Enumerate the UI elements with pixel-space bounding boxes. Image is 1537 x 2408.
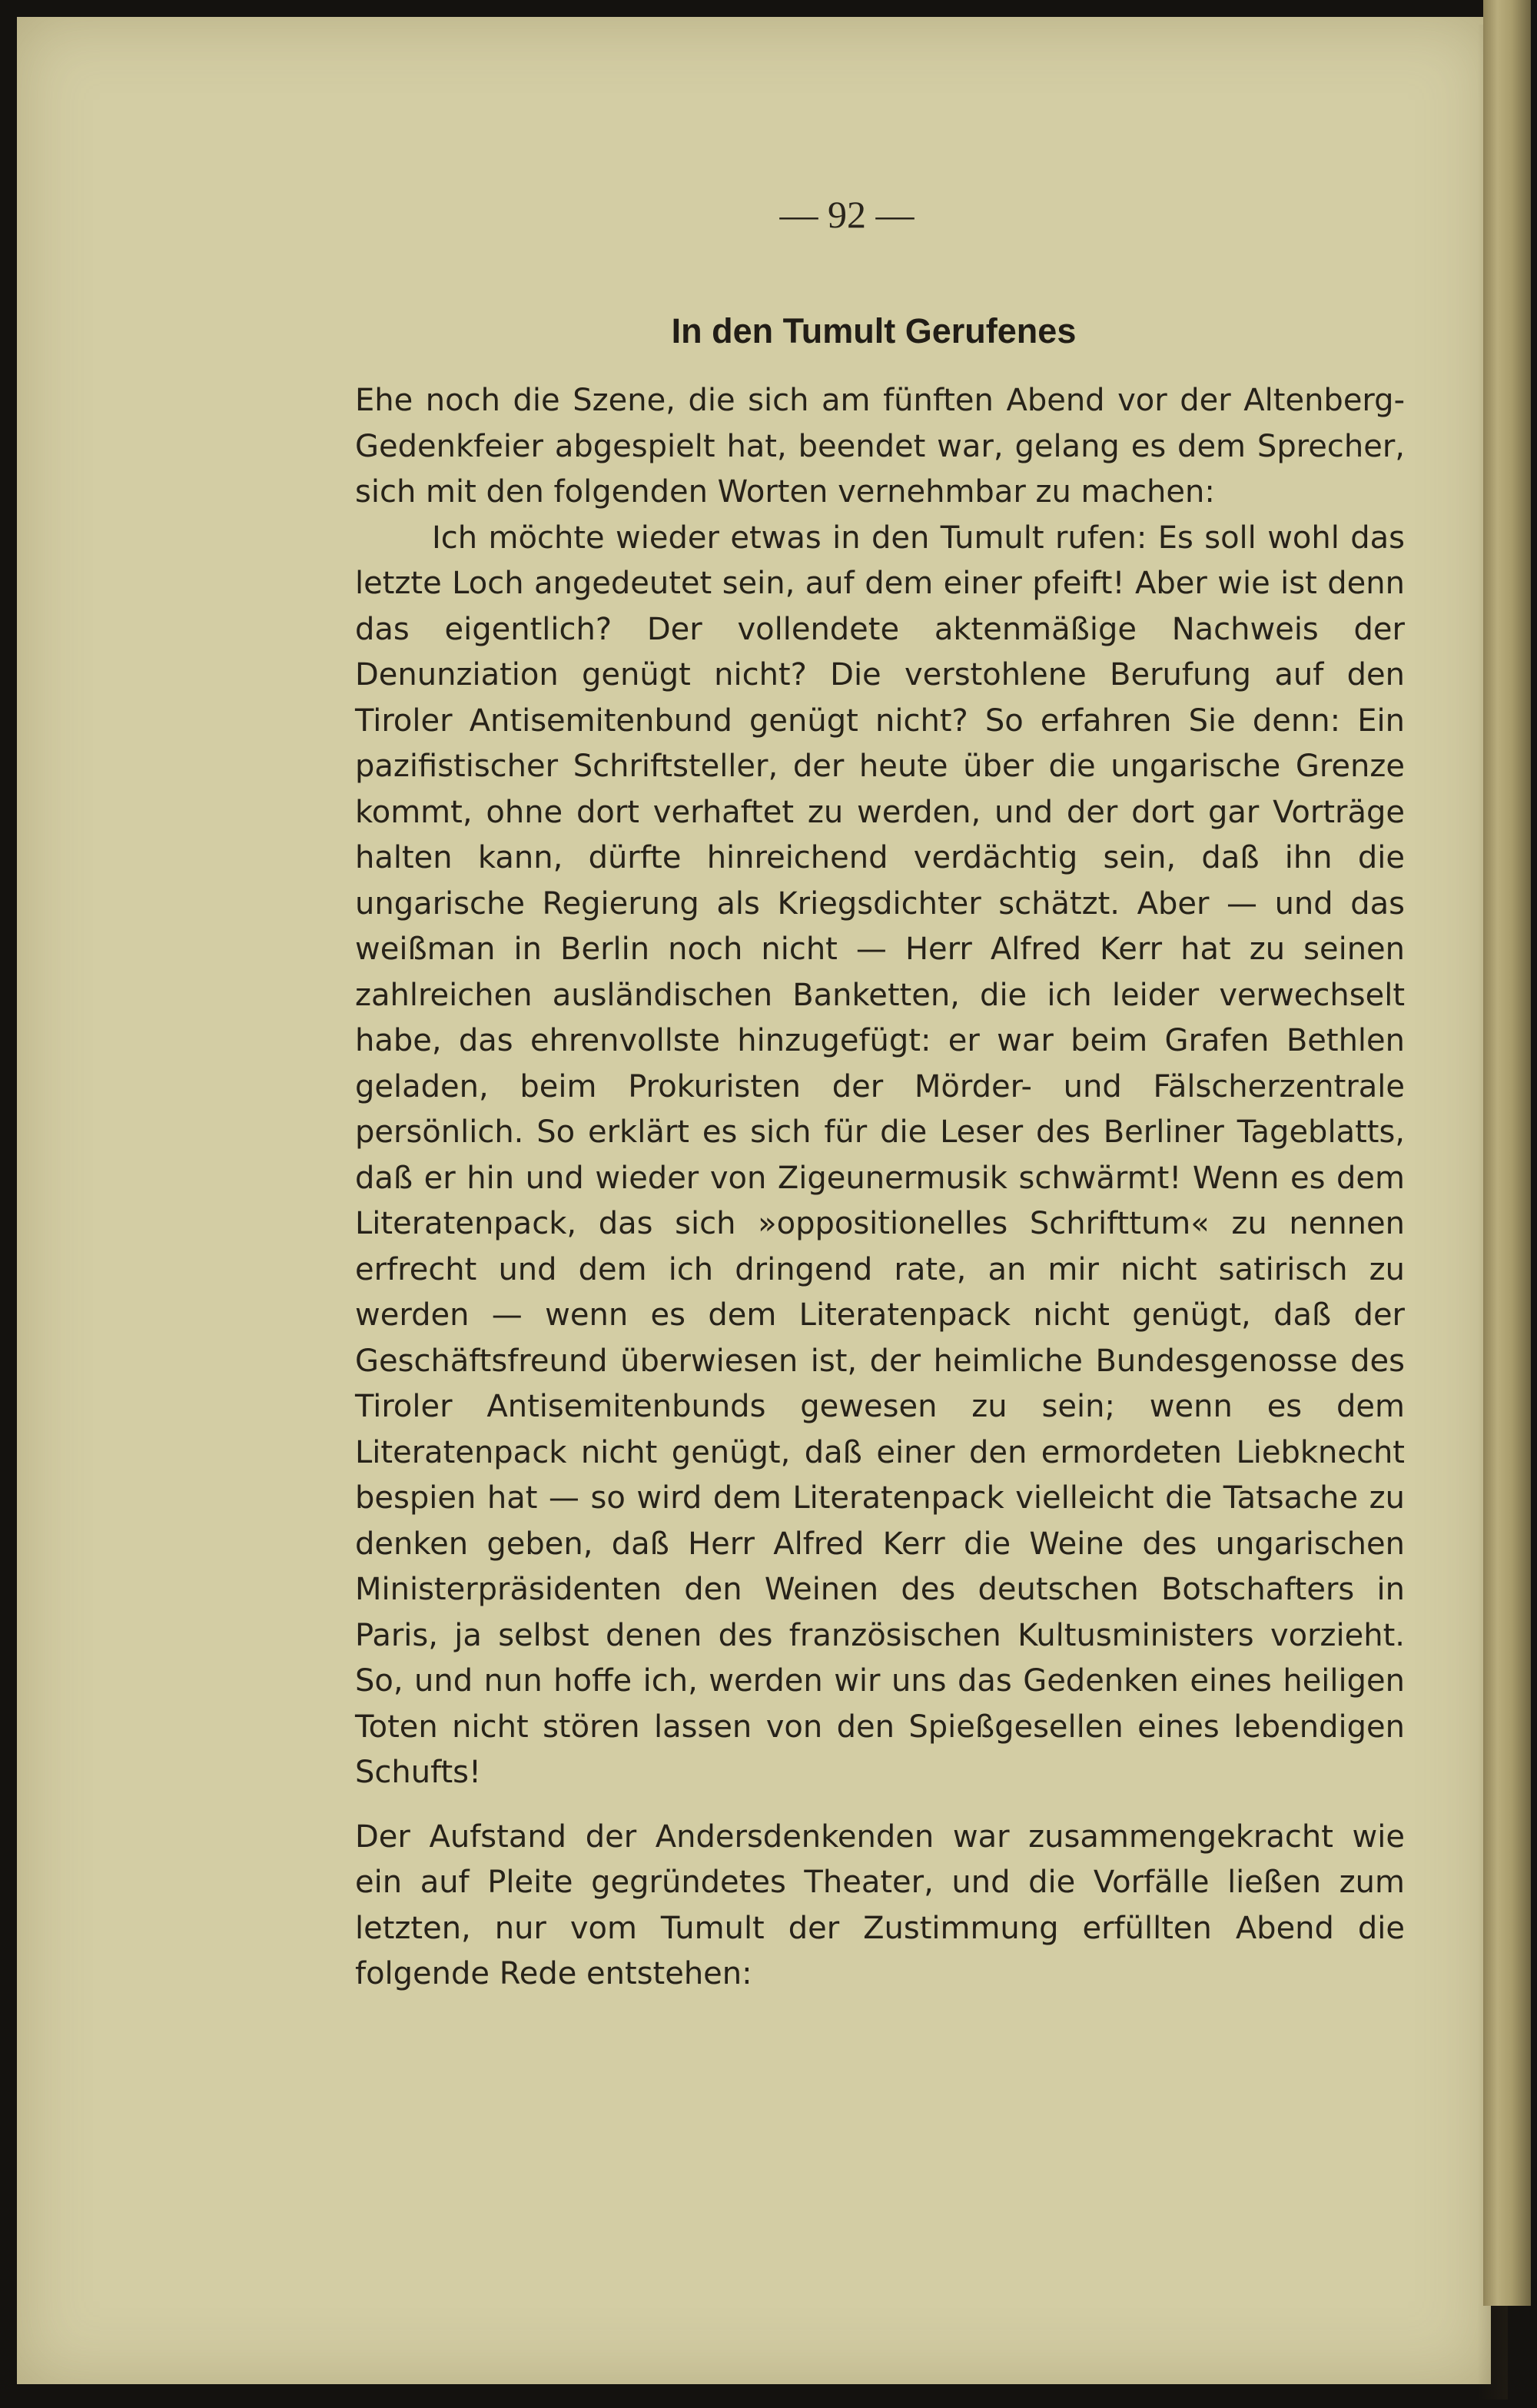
speech-paragraph: Ich möchte wieder etwas in den Tumult rufen: Es soll wohl das letzte Loch angedeutet sein, auf dem einer pfeift! Aber wie ist denn das eigentlich? Der vollendete aktenmäßige Nachweis der Denunziation genügt nicht? Die verstohlene Berufung auf den Tiroler Antisemitenbund genügt nicht? So erfahren Sie denn: Ein pazifistischer Schriftsteller, der heute über die ungarische Grenze kommt, ohne dort verhaftet zu werden, und der dort gar Vorträge halten kann, dürfte hinreichend verdächtig sein, daß ihn die ungarische Regierung als Kriegsdichter schätzt. Aber — und das weißman in Berlin noch nicht — Herr Alfred Kerr hat zu seinen zahlreichen ausländischen Banketten, die ich leider verwechselt habe, das ehrenvollste hinzugefügt: er war beim Grafen Bethlen geladen, beim Prokuristen der Mörder- und Fälscherzentrale persönlich. So erklärt es sich für die Leser des Berliner Tageblatts, daß er hin und wieder von Zigeunermusik schwärmt! Wenn es dem Literatenpack, das sich »oppositionelles Schrifttum« zu nennen erfrecht und dem ich dringend rate, an mir nicht satirisch zu werden — wenn es dem Literatenpack nicht genügt, daß der Geschäftsfreund überwiesen ist, der heimliche Bundesgenosse des Tiroler Antisemitenbunds gewesen zu sein; wenn es dem Literatenpack nicht genügt, daß einer den ermordeten Liebknecht bespien hat — so wird dem Literatenpack vielleicht die Tatsache zu denken geben, daß Herr Alfred Kerr die Weine des ungarischen Ministerpräsidenten den Weinen des deutschen Botschafters in Paris, ja selbst denen des französischen Kultusministers vorzieht. So, und nun hoffe ich, werden wir uns das Gedenken eines heiligen Toten nicht stören lassen von den Spießgesellen eines lebendigen Schufts!: [355, 520, 1405, 1790]
page-number: — 92 —: [779, 193, 915, 236]
body-text: [355, 378, 1405, 1998]
closing-paragraph: Der Aufstand der Andersdenkenden war zusammengekracht wie ein auf Pleite gegründetes Theater, und die Vorfälle ließen zum letzten, nur vom Tumult der Zustimmung erfüllten Abend die folgende Rede entstehen:: [355, 1818, 1405, 1991]
book-page: [17, 17, 1491, 2384]
intro-paragraph: Ehe noch die Szene, die sich am fünften Abend vor der Altenberg-Gedenkfeier abgespielt hat, beendet war, gelang es dem Sprecher, sich mit den folgenden Worten vernehmbar zu machen:: [355, 383, 1405, 510]
section-heading: In den Tumult Gerufenes: [671, 311, 1077, 350]
book-spine-edge: [1483, 0, 1531, 2306]
